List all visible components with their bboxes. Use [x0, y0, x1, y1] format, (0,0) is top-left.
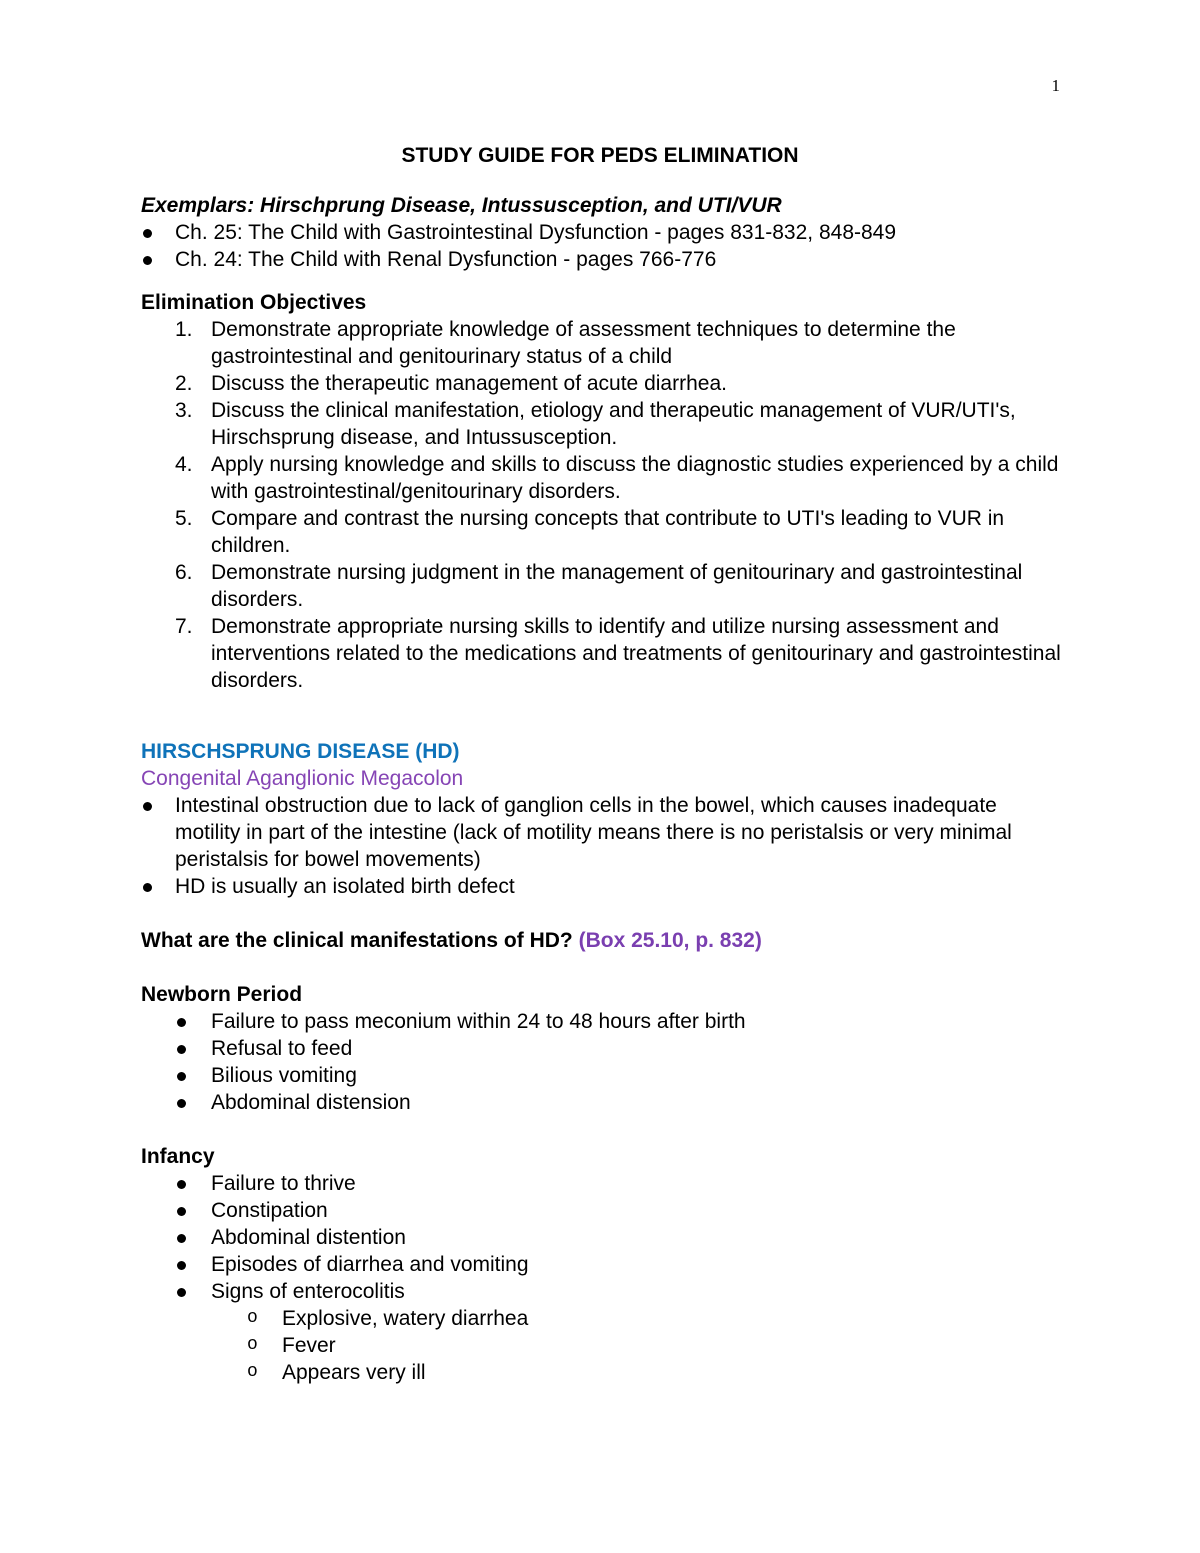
- list-item: Abdominal distention: [141, 1224, 1066, 1251]
- list-item: HD is usually an isolated birth defect: [141, 873, 1066, 900]
- list-item: Bilious vomiting: [141, 1062, 1066, 1089]
- infancy-list: [141, 1170, 1066, 1305]
- hd-list: [141, 792, 1066, 900]
- objective-text: Demonstrate appropriate knowledge of assessment techniques to determine the gastrointestinal and genitourinary status of a child: [211, 318, 956, 368]
- objective-item: [141, 316, 1066, 370]
- list-item: Intestinal obstruction due to lack of ganglion cells in the bowel, which causes inadequate motility in part of the intestine (lack of motility means there is no peristalsis or very minimal peristalsis for bowel movements): [141, 792, 1066, 873]
- document-body: [141, 192, 1066, 1386]
- list-item: Abdominal distension: [141, 1089, 1066, 1116]
- objective-item: [141, 613, 1066, 694]
- objective-text: Compare and contrast the nursing concepts that contribute to UTI's leading to VUR in children.: [211, 507, 1005, 557]
- objective-number: 4.: [175, 453, 193, 476]
- list-item: Ch. 24: The Child with Renal Dysfunction - pages 766-776: [141, 246, 1066, 273]
- hd-heading: HIRSCHSPRUNG DISEASE (HD): [141, 740, 460, 763]
- objective-item: [141, 451, 1066, 505]
- sub-item-text: Fever: [282, 1334, 336, 1357]
- list-item: Refusal to feed: [141, 1035, 1066, 1062]
- objective-number: 2.: [175, 372, 193, 395]
- box-reference: (Box 25.10, p. 832): [578, 929, 762, 952]
- sub-list-item: [141, 1359, 1066, 1386]
- hd-subheading: Congenital Aganglionic Megacolon: [141, 767, 464, 790]
- document-title: STUDY GUIDE FOR PEDS ELIMINATION: [401, 144, 799, 167]
- newborn-heading: Newborn Period: [141, 983, 303, 1006]
- sub-item-text: Explosive, watery diarrhea: [282, 1307, 529, 1330]
- sub-list-item: [141, 1332, 1066, 1359]
- objective-number: 5.: [175, 507, 193, 530]
- list-item: Episodes of diarrhea and vomiting: [141, 1251, 1066, 1278]
- exemplars-heading: Exemplars: Hirschprung Disease, Intussusception, and UTI/VUR: [141, 194, 782, 217]
- objective-item: [141, 559, 1066, 613]
- objectives-list: [141, 316, 1066, 694]
- objective-item: [141, 505, 1066, 559]
- objective-number: 1.: [175, 318, 193, 341]
- objective-item: [141, 397, 1066, 451]
- list-item: Failure to pass meconium within 24 to 48 hours after birth: [141, 1008, 1066, 1035]
- list-item: Ch. 25: The Child with Gastrointestinal Dysfunction - pages 831-832, 848-849: [141, 219, 1066, 246]
- objective-number: 3.: [175, 399, 193, 422]
- objectives-heading: Elimination Objectives: [141, 291, 367, 314]
- list-item: Constipation: [141, 1197, 1066, 1224]
- page-number: 1: [1051, 76, 1060, 95]
- newborn-list: [141, 1008, 1066, 1116]
- objective-text: Demonstrate nursing judgment in the management of genitourinary and gastrointestinal disorders.: [211, 561, 1023, 611]
- objective-number: 6.: [175, 561, 193, 584]
- manifestations-question: [141, 927, 1066, 954]
- sub-bullet-marker: o: [247, 1335, 258, 1355]
- objective-number: 7.: [175, 615, 193, 638]
- objective-item: [141, 370, 1066, 397]
- sub-bullet-marker: o: [247, 1308, 258, 1328]
- list-item: Failure to thrive: [141, 1170, 1066, 1197]
- objective-text: Apply nursing knowledge and skills to discuss the diagnostic studies experienced by a child with gastrointestinal/genitourinary disorders.: [211, 453, 1059, 503]
- infancy-heading: Infancy: [141, 1145, 215, 1168]
- objective-text: Discuss the clinical manifestation, etiology and therapeutic management of VUR/UTI's, Hirschsprung disease, and Intussusception.: [211, 399, 1016, 449]
- enterocolitis-list: [141, 1305, 1066, 1386]
- exemplars-list: [141, 219, 1066, 273]
- sub-item-text: Appears very ill: [282, 1361, 426, 1384]
- objective-text: Demonstrate appropriate nursing skills to identify and utilize nursing assessment and interventions related to the medications and treatments of genitourinary and gastrointestinal disorders.: [211, 615, 1061, 692]
- list-item: Signs of enterocolitis: [141, 1278, 1066, 1305]
- sub-bullet-marker: o: [247, 1362, 258, 1382]
- question-text: What are the clinical manifestations of HD?: [141, 929, 573, 952]
- objective-text: Discuss the therapeutic management of acute diarrhea.: [211, 372, 727, 395]
- sub-list-item: [141, 1305, 1066, 1332]
